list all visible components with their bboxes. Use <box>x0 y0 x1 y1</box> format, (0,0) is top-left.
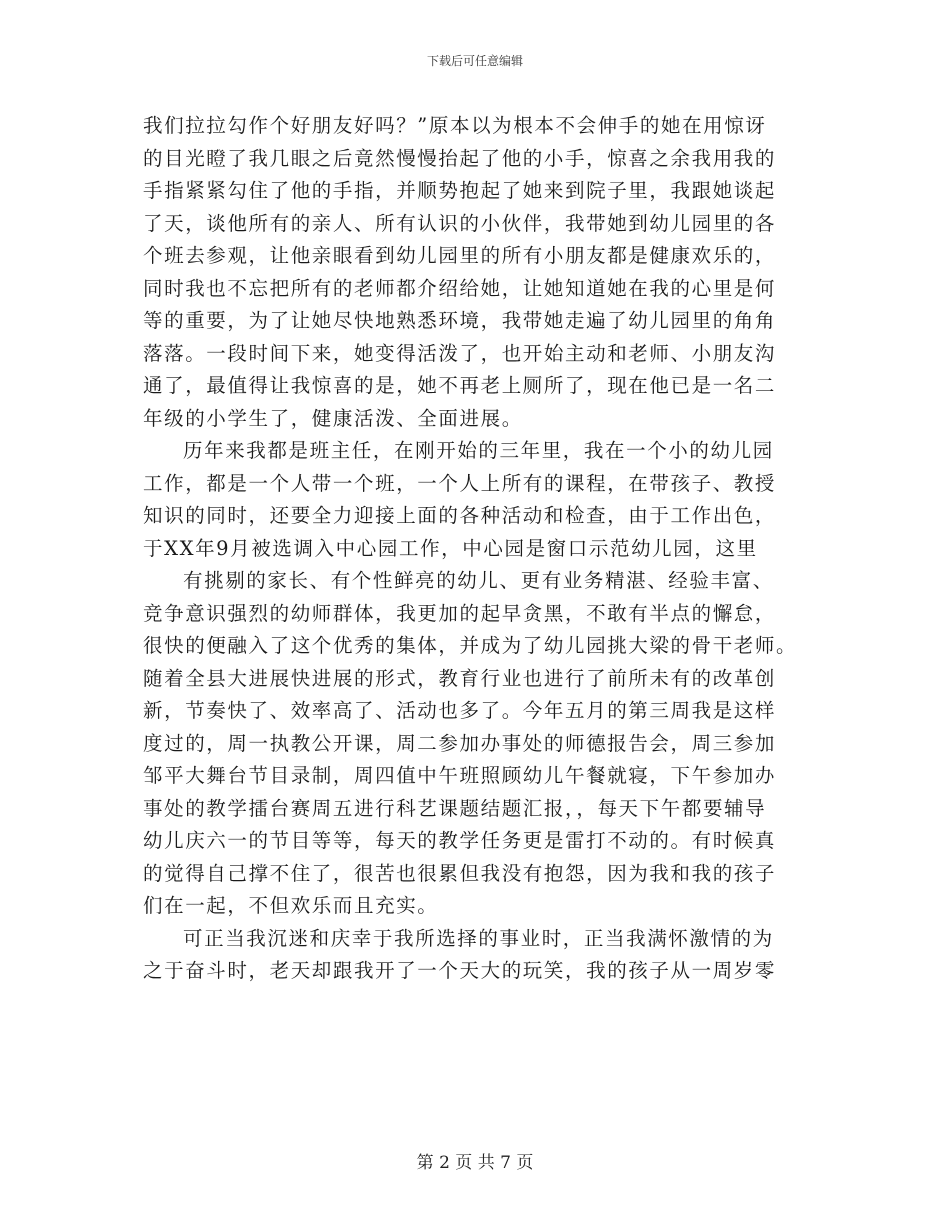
text-line: 同时我也不忘把所有的老师都介绍给她，让她知道她在我的心里是何 <box>143 276 777 300</box>
text-line: 度过的，周一执教公开课，周二参加办事处的师德报告会，周三参加 <box>143 731 777 755</box>
document-body <box>143 110 811 988</box>
text-line: 知识的同时，还要全力迎接上面的各种活动和检查，由于工作出色， <box>143 504 777 527</box>
text-line: 们在一起，不但欢乐而且充实。 <box>143 894 439 917</box>
page-header: 下载后可任意编辑 <box>426 54 523 68</box>
text-line: 很快的便融入了这个优秀的集体，并成为了幼儿园挑大梁的骨干老师。 <box>143 634 798 657</box>
text-line: 事处的教学擂台赛周五进行科艺课题结题汇报，，每天下午都要辅导 <box>143 796 767 820</box>
text-line: 手指紧紧勾住了他的手指，并顺势抱起了她来到院子里，我跟她谈起 <box>143 179 777 202</box>
text-line: 竞争意识强烈的幼师群体，我更加的起早贪黑，不敢有半点的懈怠， <box>143 601 777 625</box>
text-line: 随着全县大进展快进展的形式，教育行业也进行了前所未有的改革创 <box>143 666 777 690</box>
page-number-footer: 第 2 页 共 7 页 <box>416 1153 534 1173</box>
text-line: 的觉得自己撑不住了，很苦也很累但我没有抱怨，因为我和我的孩子 <box>143 861 777 885</box>
paragraph-start-line: 历年来我都是班主任，在刚开始的三年里，我在一个小的幼儿园 <box>183 439 774 462</box>
text-line: 工作，都是一个人带一个班，一个人上所有的课程，在带孩子、教授 <box>143 471 777 495</box>
text-line: 年级的小学生了，健康活泼、全面进展。 <box>143 406 523 430</box>
text-line: 通了，最值得让我惊喜的是，她不再老上厕所了，现在他已是一名二 <box>143 374 777 397</box>
text-line: 新，节奏快了、效率高了、活动也多了。今年五月的第三周我是这样 <box>143 699 777 722</box>
text-line: 个班去参观，让他亲眼看到幼儿园里的所有小朋友都是健康欢乐的， <box>143 244 777 267</box>
paragraph-start-line: 可正当我沉迷和庆幸于我所选择的事业时，正当我满怀激情的为 <box>183 926 774 950</box>
text-line: 等的重要，为了让她尽快地熟悉环境，我带她走遍了幼儿园里的角角 <box>143 309 777 332</box>
text-line: 我们拉拉勾作个好朋友好吗？”原本以为根本不会伸手的她在用惊讶 <box>143 114 767 137</box>
text-line: 邹平大舞台节目录制，周四值中午班照顾幼儿午餐就寝，下午参加办 <box>143 764 777 787</box>
text-line: 的目光瞪了我几眼之后竟然慢慢抬起了他的小手，惊喜之余我用我的 <box>143 146 777 170</box>
text-line: 幼儿庆六一的节目等等，每天的教学任务更是雷打不动的。有时候真 <box>143 829 777 852</box>
paragraph-start-line: 有挑剔的家长、有个性鲜亮的幼儿、更有业务精湛、经验丰富、 <box>183 569 774 592</box>
text-line: 之于奋斗时，老天却跟我开了一个天大的玩笑，我的孩子从一周岁零 <box>143 959 777 982</box>
text-line: 于XX年9月被选调入中心园工作，中心园是窗口示范幼儿园，这里 <box>143 536 758 560</box>
text-line: 了天，谈他所有的亲人、所有认识的小伙伴，我带她到幼儿园里的各 <box>143 211 777 235</box>
text-line: 落落。一段时间下来，她变得活泼了，也开始主动和老师、小朋友沟 <box>143 341 777 365</box>
